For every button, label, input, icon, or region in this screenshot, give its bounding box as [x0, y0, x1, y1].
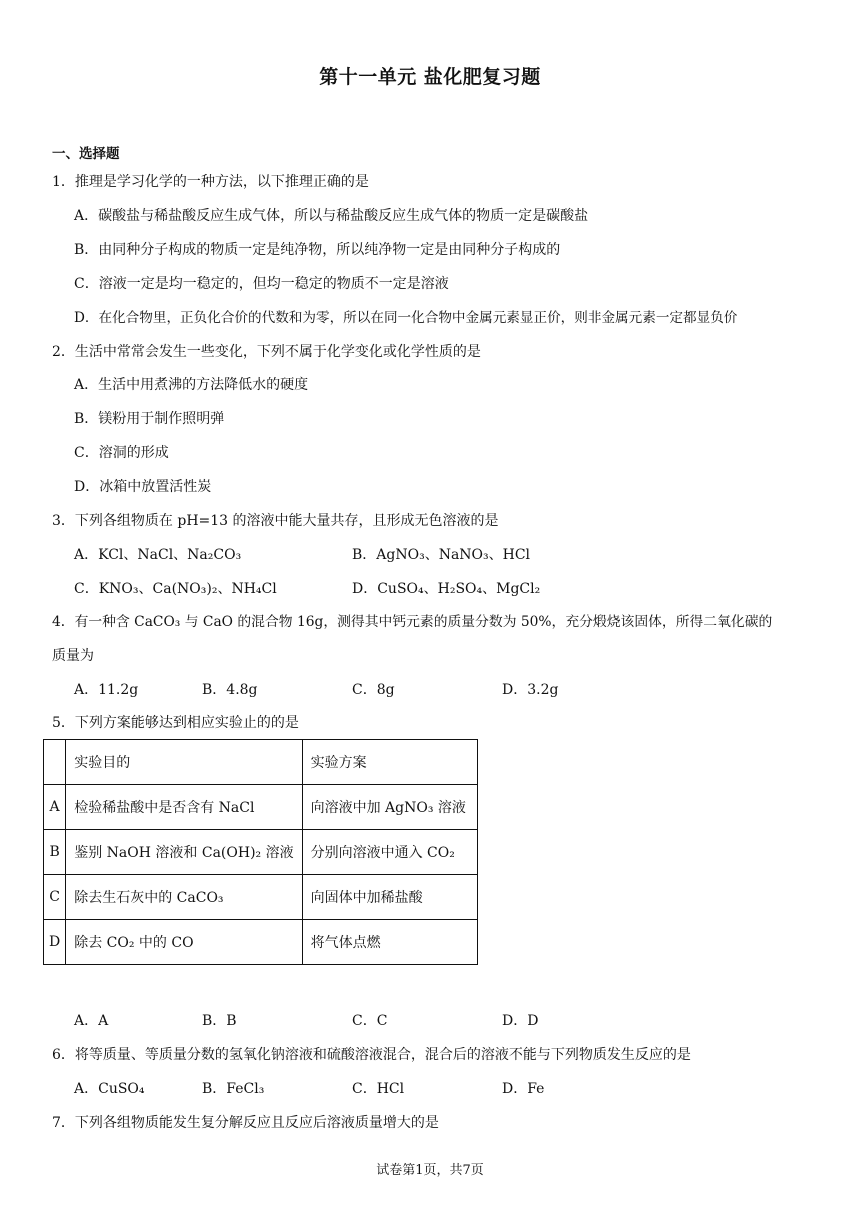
question-4-option-a: A．11.2g [74, 682, 139, 698]
table-cell: 分别向溶液中通入 CO₂ [302, 830, 477, 875]
table-row [44, 920, 478, 965]
table-cell: 鉴别 NaOH 溶液和 Ca(OH)₂ 溶液 [66, 830, 302, 875]
page-footer: 试卷第1页，共7页 [376, 1163, 484, 1178]
question-3-option-d: D．CuSO₄、H₂SO₄、MgCl₂ [352, 581, 541, 597]
question-2-option-c: C．溶洞的形成 [74, 445, 169, 461]
table-cell: 除去生石灰中的 CaCO₃ [66, 875, 302, 920]
question-2-stem: 2．生活中常常会发生一些变化，下列不属于化学变化或化学性质的是 [52, 344, 481, 360]
table-header-cell: 实验方案 [302, 740, 477, 785]
question-6-option-d: D．Fe [502, 1081, 545, 1097]
question-5-option-d: D．D [502, 1013, 539, 1029]
question-5-stem: 5．下列方案能够达到相应实验止的的是 [52, 715, 299, 731]
question-1-stem: 1．推理是学习化学的一种方法，以下推理正确的是 [52, 174, 369, 190]
question-6-stem: 6．将等质量、等质量分数的氢氧化钠溶液和硫酸溶液混合，混合后的溶液不能与下列物质发生反应的是 [52, 1047, 691, 1063]
section-heading: 一、选择题 [52, 146, 120, 162]
question-3-option-a: A．KCl、NaCl、Na₂CO₃ [74, 547, 242, 563]
table-row [44, 875, 478, 920]
question-2-option-d: D．冰箱中放置活性炭 [74, 479, 212, 495]
table-cell: 向溶液中加 AgNO₃ 溶液 [302, 785, 477, 830]
table-header-row [44, 740, 478, 785]
question-2-option-a: A．生活中用煮沸的方法降低水的硬度 [74, 377, 309, 393]
question-4-stem-continued: 质量为 [52, 648, 94, 664]
question-5-option-c: C．C [352, 1013, 388, 1029]
question-4-option-c: C．8g [352, 682, 395, 698]
question-6-option-b: B．FeCl₃ [202, 1081, 265, 1097]
question-1-option-c: C．溶液一定是均一稳定的，但均一稳定的物质不一定是溶液 [74, 276, 449, 292]
page-title: 第十一单元 盐化肥复习题 [319, 66, 541, 88]
question-6-option-a: A．CuSO₄ [74, 1081, 145, 1097]
question-3-option-b: B．AgNO₃、NaNO₃、HCl [352, 547, 531, 563]
question-6-option-c: C．HCl [352, 1081, 405, 1097]
table-header-cell: 实验目的 [66, 740, 302, 785]
question-3-stem: 3．下列各组物质在 pH=13 的溶液中能大量共存，且形成无色溶液的是 [52, 513, 499, 529]
question-4-stem: 4．有一种含 CaCO₃ 与 CaO 的混合物 16g，测得其中钙元素的质量分数为 50%，充分煅烧该固体，所得二氧化碳的 [52, 614, 773, 630]
table-cell: 将气体点燃 [302, 920, 477, 965]
table-cell: A [44, 785, 66, 830]
question-7-stem: 7．下列各组物质能发生复分解反应且反应后溶液质量增大的是 [52, 1115, 439, 1131]
question-4-option-b: B．4.8g [202, 682, 258, 698]
table-header-cell [44, 740, 66, 785]
question-4-option-d: D．3.2g [502, 682, 559, 698]
question-1-option-d: D．在化合物里，正负化合价的代数和为零，所以在同一化合物中金属元素显正价，则非金属元素一定都显负价 [74, 310, 738, 326]
experiment-table [43, 739, 478, 965]
question-5-option-a: A．A [74, 1013, 109, 1029]
table-row [44, 830, 478, 875]
question-1-option-b: B．由同种分子构成的物质一定是纯净物，所以纯净物一定是由同种分子构成的 [74, 242, 561, 258]
table-cell: C [44, 875, 66, 920]
table-cell: 除去 CO₂ 中的 CO [66, 920, 302, 965]
table-cell: B [44, 830, 66, 875]
question-1-option-a: A．碳酸盐与稀盐酸反应生成气体，所以与稀盐酸反应生成气体的物质一定是碳酸盐 [74, 208, 589, 224]
question-5-option-b: B．B [202, 1013, 237, 1029]
question-2-option-b: B．镁粉用于制作照明弹 [74, 411, 225, 427]
table-cell: 检验稀盐酸中是否含有 NaCl [66, 785, 302, 830]
table-cell: D [44, 920, 66, 965]
table-row [44, 785, 478, 830]
table-cell: 向固体中加稀盐酸 [302, 875, 477, 920]
question-3-option-c: C．KNO₃、Ca(NO₃)₂、NH₄Cl [74, 581, 277, 597]
